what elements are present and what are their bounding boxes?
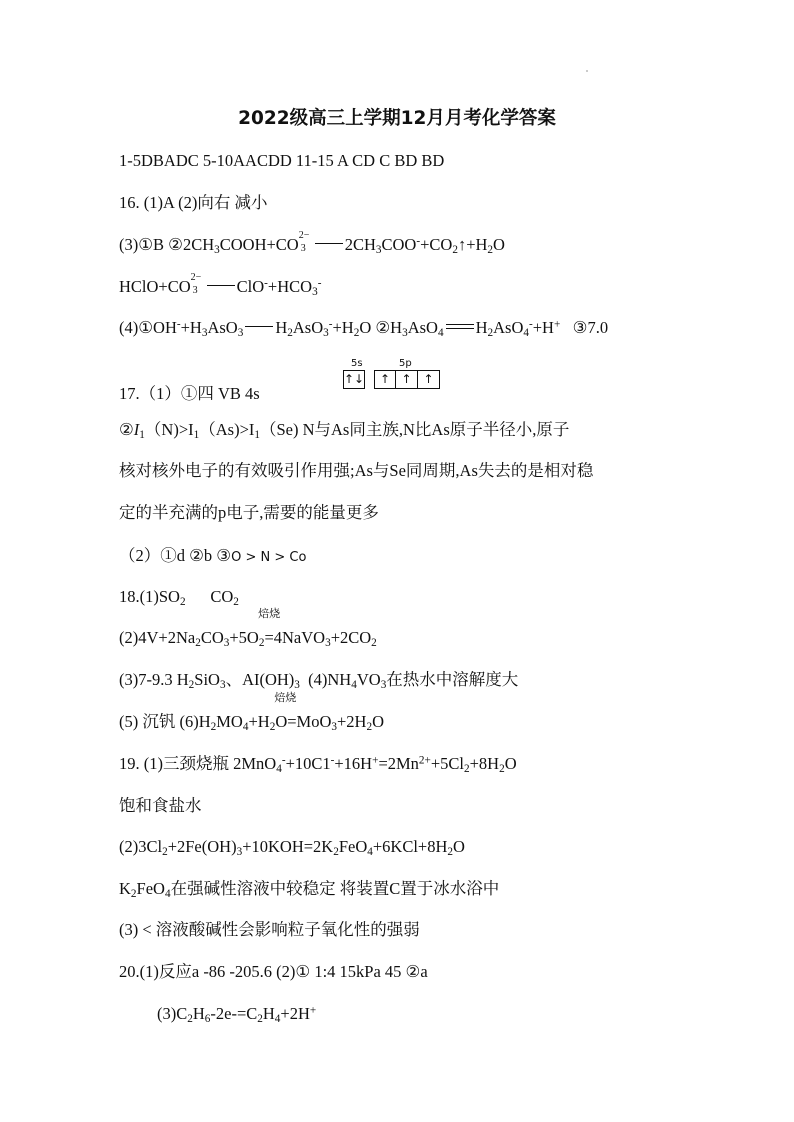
q16-line3: HClO+CO 2− 3 $ClO^-+HCO_3^-$ (119, 272, 322, 299)
orbital-5p-1: ↑ (374, 370, 396, 389)
orbital-5p-3: ↑ (418, 370, 440, 389)
q19-line4: $K_2FeO_4$在强碱性溶液中较稳定 将装置C置于冰水浴中 (119, 879, 500, 901)
q19-line2: 饱和食盐水 (119, 796, 202, 815)
orbital-5p-2: ↑ (396, 370, 418, 389)
q18-line2: $(2)4V+2Na_2CO_3+5O_2=$ 焙烧 $4NaVO_3+2CO_2$ (119, 608, 377, 650)
carbonate-charge: 2− 3 (190, 272, 202, 296)
q20-line1: 20.(1)反应a -86 -205.6 (2)① 1:4 15kPa 45 ②a (119, 962, 428, 981)
q16-line1: 16. (1)A (2)向右 减小 (119, 193, 268, 212)
q19-line5: (3) < 溶液酸碱性会影响粒子氧化性的强弱 (119, 920, 420, 939)
q16-line4: $(4)①OH^-+H_3AsO_3$ $H_2AsO_3^-+H_2O$ $②H_3AsO_4$ $H_2AsO_4^-+H^+$ ③7.0 (119, 318, 609, 340)
q17-line3: 核对核外电子的有效吸引作用强;As与Se同周期,As失去的是相对稳 (119, 461, 594, 480)
q18-line4: (5) 沉钒 $(6)H_2MO_4+H_2O=MoO$ 焙烧 $_3+2H_2O$ (119, 692, 384, 734)
carbonate-charge: 2− 3 (298, 230, 310, 254)
q19-line1: 19. (1)三颈烧瓶 $2MnO_4^-+10C1^-+16H^+=2Mn^{2+}+5Cl_2+8H_2O$ (119, 754, 517, 776)
equilibrium-arrow (446, 324, 474, 330)
page-title: 2022级高三上学期12月月考化学答案 (238, 108, 556, 129)
mc-answers: 1-5DBADC 5-10AACDD 11-15 A CD C BD BD (119, 151, 445, 170)
q18-line1: $18.(1)SO_2$ $CO_2$ (119, 587, 239, 609)
scan-speck (586, 70, 588, 72)
orbital-diagram: 5s 5p ↑↓ ↑ ↑ ↑ (341, 358, 441, 390)
q17-line2: $②I_1(N)>I_1(As)>I_1(Se)$ N与As同主族,N比As原子半径小,原子 (119, 420, 570, 442)
q17-line5: （2）①d ②b ③O > N > Co (119, 546, 307, 565)
q18-line3: (3)7-9.3 $H_2SiO_3$、$AI(OH)_3$ $(4)NH_4VO_3$在热水中溶解度大 (119, 670, 519, 692)
q19-line3: $(2)3Cl_2+2Fe(OH)_3+10KOH=2K_2FeO_4+6KCl+8H_2O$ (119, 837, 465, 859)
q16-line2: (3)①B $②2CH_3COOH+CO$ 2− 3 $2CH_3COO^-+CO_2↑+H_2O$ (119, 230, 505, 257)
q17-line1: 17.（1）①四 VB 4s (119, 384, 260, 403)
q17-line4: 定的半充满的p电子,需要的能量更多 (119, 503, 379, 522)
orbital-5s: ↑↓ (343, 370, 365, 389)
q20-line2: $(3)C_2H_6-2e-=C_2H_4+2H^+$ (157, 1004, 317, 1026)
